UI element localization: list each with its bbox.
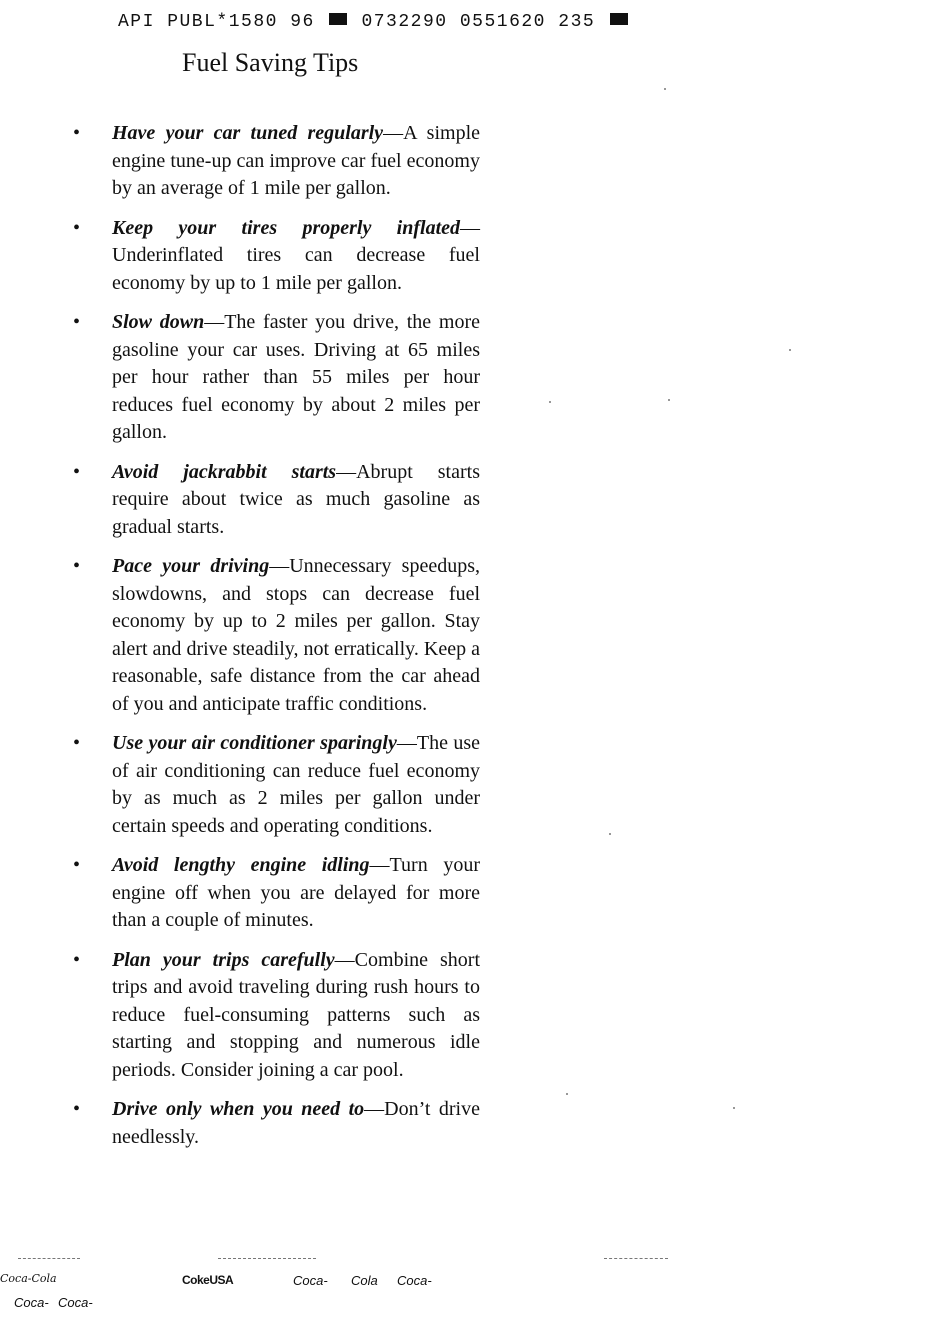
footer-logo: Coca- [397,1273,432,1288]
footer-logo: CokeUSA [182,1273,234,1287]
list-item [70,309,480,447]
bullet-icon: • [73,122,81,144]
scan-speck [789,349,791,351]
tip-heading: Drive only when you need to [112,1098,365,1120]
scan-speck [664,88,666,90]
tip-heading: Have your car tuned regularly [112,122,384,144]
redaction-block-icon [610,13,628,25]
document-code-header [118,12,630,32]
list-item [70,947,480,1085]
document-code-part1: API PUBL*1580 96 [118,12,315,32]
footer-divider [604,1258,668,1259]
footer-logo: Coca- [14,1295,49,1310]
scan-speck [733,1107,735,1109]
tip-text: —A simple engine tune-up can improve car fuel economy by an average of 1 mile per gallon. [112,122,480,199]
footer-logo: Coca- [293,1273,328,1288]
list-item [70,730,480,840]
scan-speck [566,1093,568,1095]
tip-text: —Combine short trips and avoid traveling during rush hours to reduce fuel-consuming patterns such as starting and stopping and numerous idle periods. Consider joining a car pool. [112,948,480,1081]
tip-heading: Pace your driving [112,555,270,577]
redaction-block-icon [329,13,347,25]
tip-text: —Turn your engine off when you are delayed for more than a couple of minutes. [112,854,480,931]
tip-text: —Don’t drive needlessly. [112,1098,480,1148]
bullet-icon: • [73,555,81,577]
footer-logo: Coca- [58,1295,93,1310]
footer-logo: Cola [351,1273,378,1288]
tip-text: —Unnecessary speedups, slowdowns, and stops can decrease fuel economy by up to 2 miles per gallon. Stay alert and drive steadily, not erratically. Keep a reasonable, safe distance from the car ahead of you and anticipate traffic conditions. [112,555,480,715]
tip-heading: Avoid lengthy engine idling [112,854,370,876]
document-code-part2: 0732290 0551620 235 [361,12,596,32]
list-item [70,553,480,718]
scan-speck [668,399,670,401]
tip-text: — Underinflated tires can decrease fuel economy by up to 1 mile per gallon. [112,216,480,294]
bullet-icon: • [73,854,81,876]
footer-divider [218,1258,316,1259]
tip-heading: Avoid jackrabbit starts [112,460,337,483]
bullet-icon: • [73,732,81,754]
bullet-icon: • [73,1098,81,1120]
footer-divider [18,1258,80,1259]
list-item [70,1096,480,1151]
bullet-icon: • [73,948,81,971]
scan-speck [609,833,611,835]
tips-list [70,120,480,1163]
scan-speck [549,401,551,403]
bullet-icon: • [73,311,81,333]
tip-heading: Slow down [112,311,205,333]
tip-text: —The use of air conditioning can reduce fuel economy by as much as 2 miles per gallon under certain speeds and operating conditions. [112,732,480,837]
list-item [70,852,480,935]
bullet-icon: • [73,216,81,239]
list-item [70,459,480,542]
list-item [70,120,480,203]
tip-text: —Abrupt starts require about twice as much gasoline as gradual starts. [112,460,480,538]
tip-heading: Keep your tires properly inflated [112,216,460,239]
tip-heading: Plan your trips carefully [112,948,335,971]
footer-logo: Coca-Cola [0,1272,57,1285]
list-item [70,215,480,298]
bullet-icon: • [73,460,81,483]
tip-heading: Use your air conditioner sparingly [112,732,397,754]
tip-text: —The faster you drive, the more gasoline your car uses. Driving at 65 miles per hour rather than 55 miles per hour reduces fuel economy by about 2 miles per gallon. [112,311,480,443]
page-title: Fuel Saving Tips [182,48,359,77]
